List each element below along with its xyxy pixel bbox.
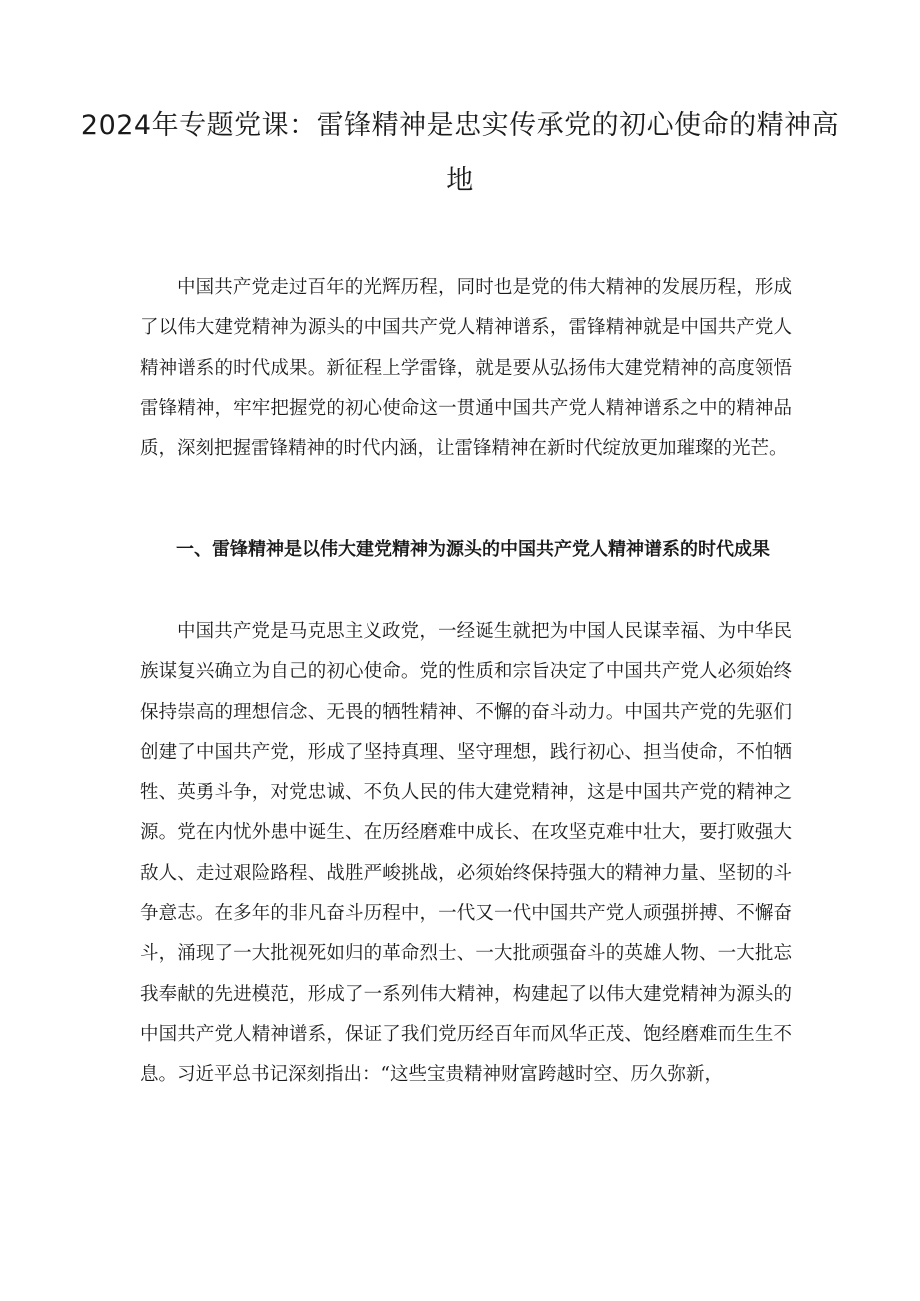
section-heading: 一、雷锋精神是以伟大建党精神为源头的中国共产党人精神谱系的时代成果 [176,539,770,560]
section-body-paragraph: 中国共产党是马克思主义政党，一经诞生就把为中国人民谋幸福、为中华民族谋复兴确立为自己的初心使命。党的性质和宗旨决定了中国共产党人必须始终保持崇高的理想信念、无畏的牺牲精神、不懈的奋斗动力。中国共产党的先驱们创建了中国共产党，形成了坚持真理、坚守理想，践行初心、担当使命，不怕牺牲、英勇斗争，对党忠诚、不负人民的伟大建党精神，这是中国共产党的精神之源。党在内忧外患中诞生、在历经磨难中成长、在攻坚克难中壮大，要打败强大敌人、走过艰险路程、战胜严峻挑战，必须始终保持强大的精神力量、坚韧的斗争意志。在多年的非凡奋斗历程中，一代又一代中国共产党人顽强拼搏、不懈奋斗，涌现了一大批视死如归的革命烈士、一大批顽强奋斗的英雄人物、一大批忘我奉献的先进模范，形成了一系列伟大精神，构建起了以伟大建党精神为源头的中国共产党人精神谱系，保证了我们党历经百年而风华正茂、饱经磨难而生生不息。习近平总书记深刻指出：“这些宝贵精神财富跨越时空、历久弥新， [140,621,792,1086]
document-title: 2024年专题党课：雷锋精神是忠实传承党的初心使命的精神高地 [80,110,840,196]
intro-paragraph: 中国共产党走过百年的光辉历程，同时也是党的伟大精神的发展历程，形成了以伟大建党精神为源头的中国共产党人精神谱系，雷锋精神就是中国共产党人精神谱系的时代成果。新征程上学雷锋，就是要从弘扬伟大建党精神的高度领悟雷锋精神，牢牢把握党的初心使命这一贯通中国共产党人精神谱系之中的精神品质，深刻把握雷锋精神的时代内涵，让雷锋精神在新时代绽放更加璀璨的光芒。 [140,277,792,460]
